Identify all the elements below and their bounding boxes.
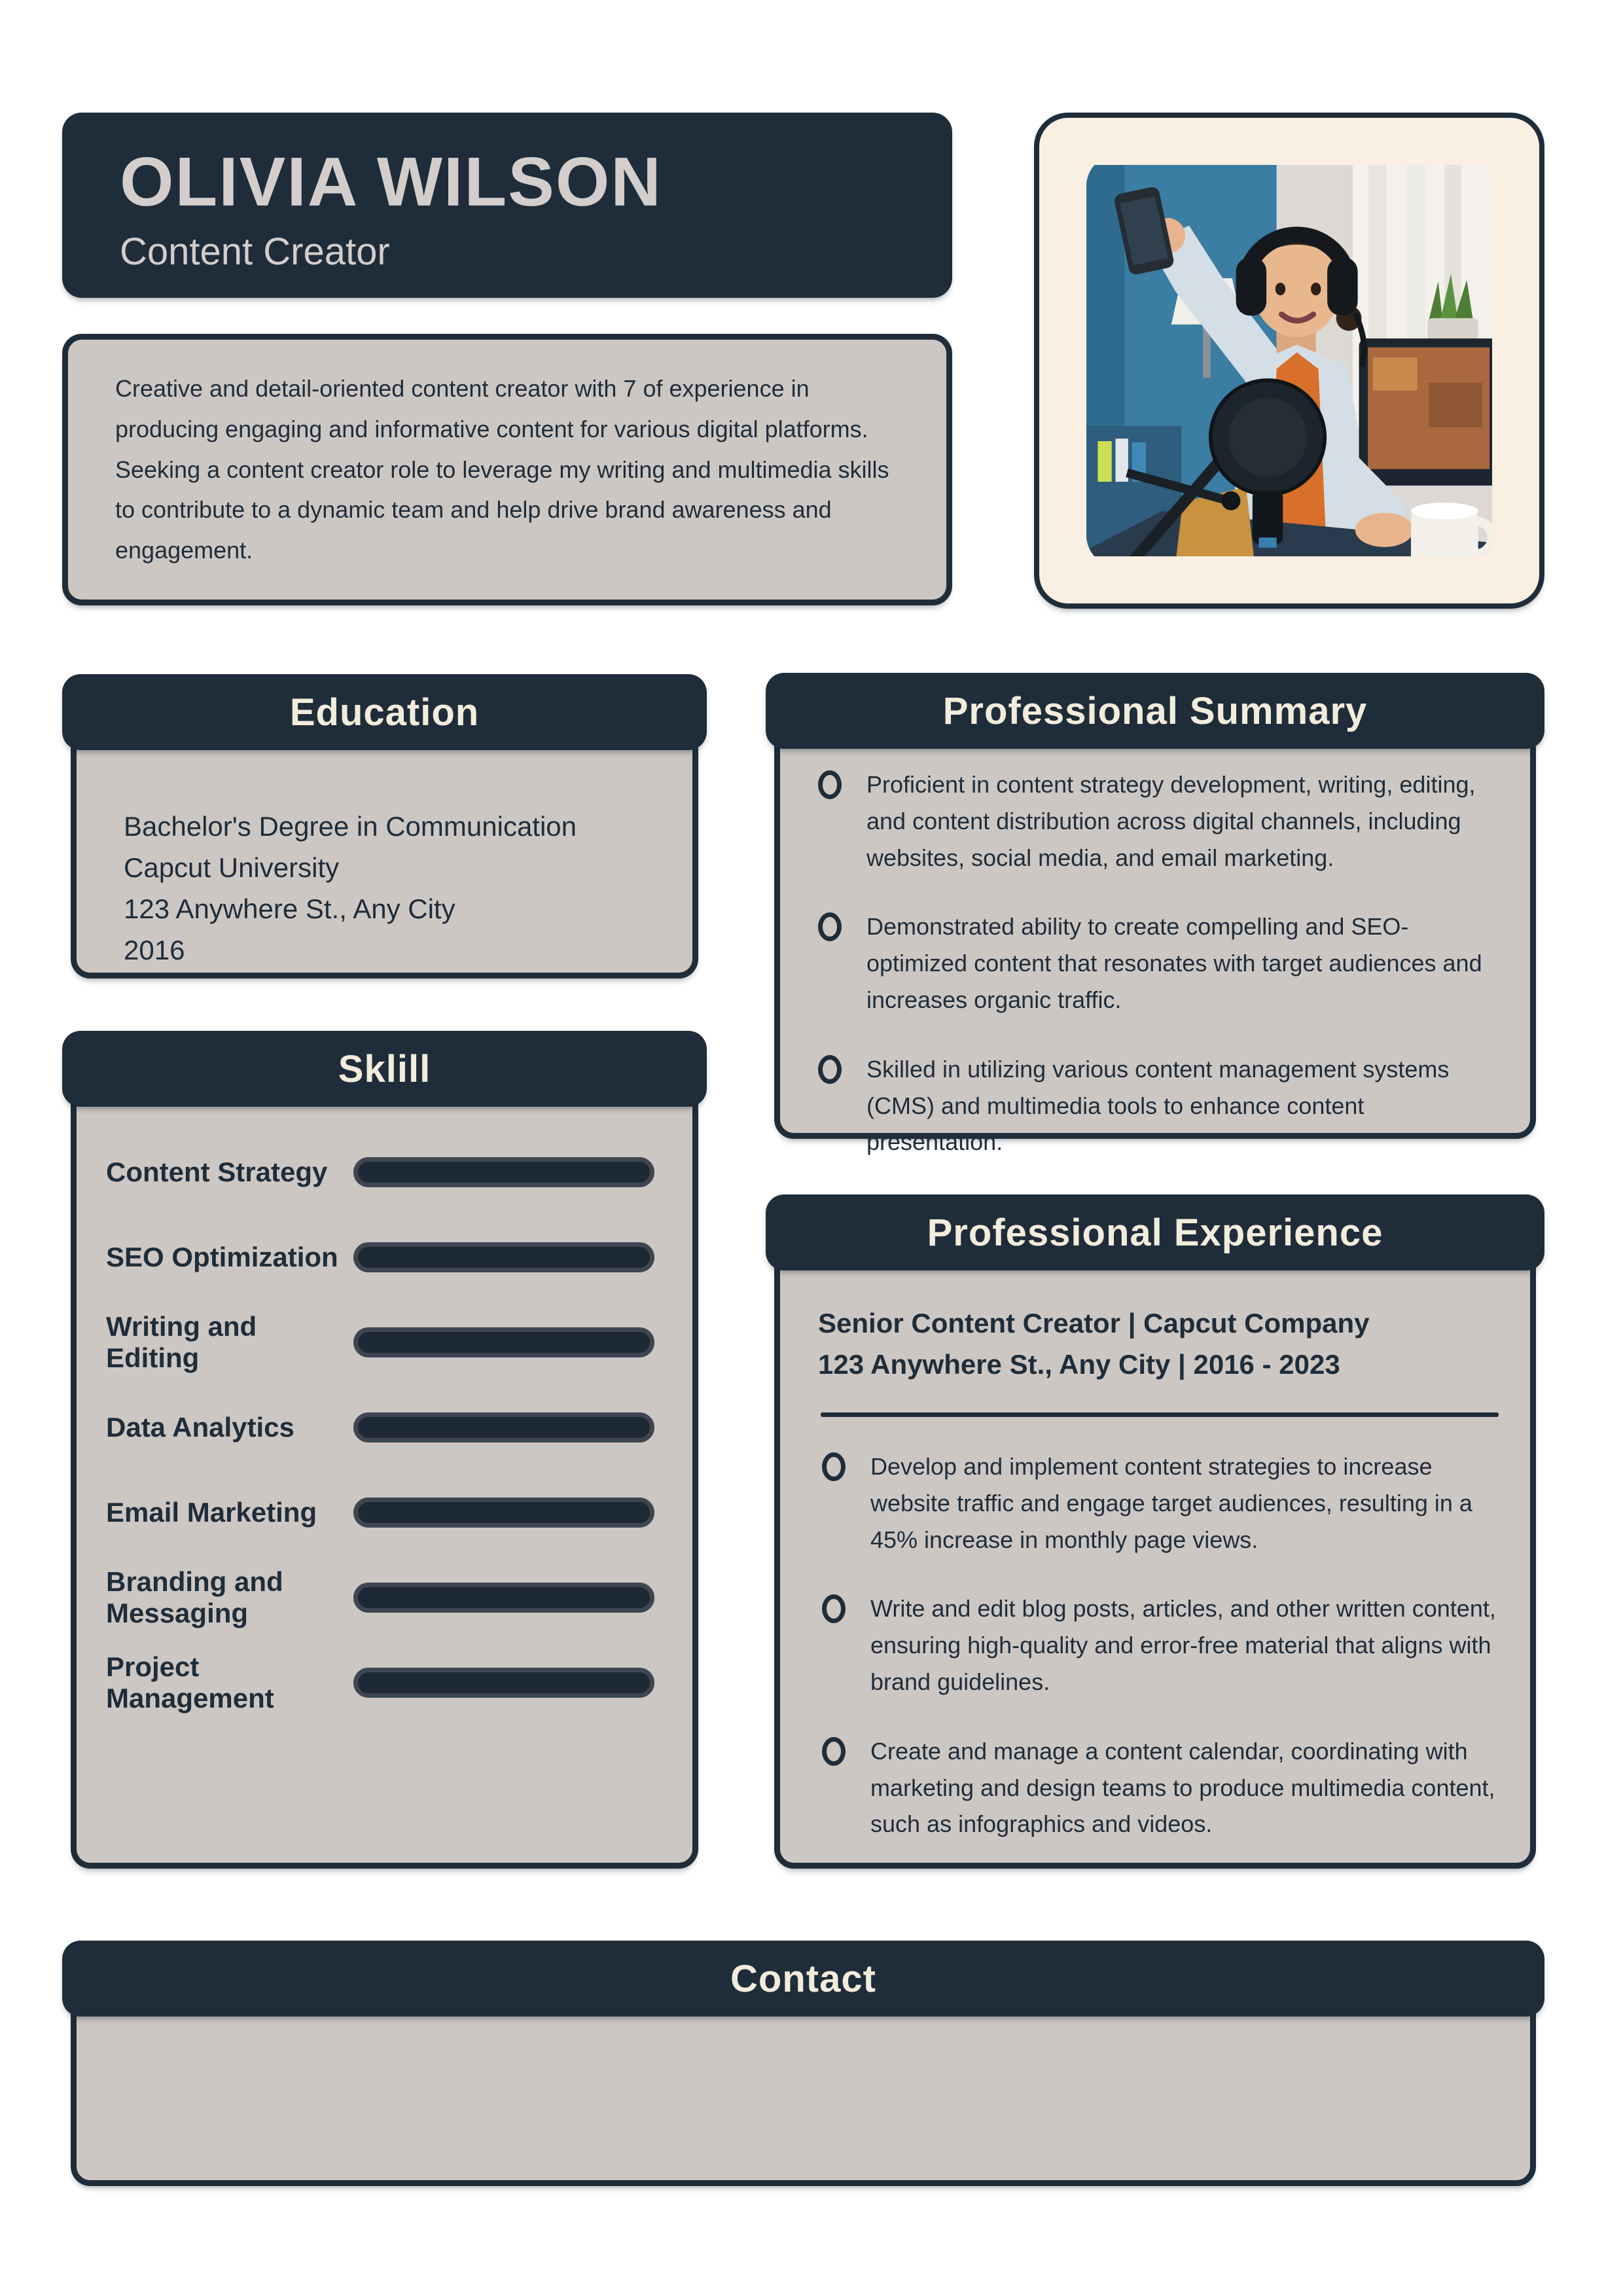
intro-summary-text: Creative and detail-oriented content creator with 7 of experience in producing engaging and informative content for various digital platforms. Seeking a content creator role to leverage my writing and multimedia skills to contribute to a dynamic team and help drive brand awareness and engagement. (115, 374, 889, 564)
experience-header (766, 1194, 1544, 1270)
skill-label: Email Marketing (106, 1497, 317, 1528)
experience-bullet-text: Develop and implement content strategies to increase website traffic and engage target audiences, resulting in a 45% increase in monthly page views. (870, 1453, 1472, 1553)
summary-bullet-text: Skilled in utilizing various content management systems (CMS) and multimedia tools to enhance content presentation. (866, 1055, 1450, 1156)
circle-bullet-icon (822, 1452, 846, 1481)
education-degree: Bachelor's Degree in Communication (124, 811, 577, 842)
contact-heading: Contact (730, 1957, 876, 2000)
profile-photo (1086, 165, 1492, 556)
divider (821, 1412, 1499, 1417)
summary-bullet-text: Demonstrated ability to create compelling and SEO-optimized content that resonates with target audiences and increases organic traffic. (866, 913, 1482, 1013)
experience-body (774, 1249, 1536, 1869)
skill-bar (353, 1668, 654, 1698)
contact-header (62, 1941, 1544, 2017)
skill-bar (353, 1583, 654, 1613)
skill-row (106, 1651, 654, 1713)
circle-bullet-icon (818, 770, 842, 799)
skills-heading: Sklill (338, 1047, 431, 1090)
skill-label: Writing and Editing (106, 1311, 257, 1373)
skill-bar (353, 1157, 654, 1187)
skill-row (106, 1242, 654, 1272)
skill-row (106, 1157, 654, 1187)
skill-row (106, 1566, 654, 1628)
education-heading: Education (289, 691, 480, 734)
experience-bullet (818, 1448, 1504, 1558)
contact-body (71, 1996, 1536, 2186)
skill-row (106, 1498, 654, 1528)
skills-body (71, 1086, 698, 1869)
education-section (62, 674, 707, 978)
skill-bar (353, 1242, 654, 1272)
professional-summary-section (766, 673, 1544, 1156)
education-school: Capcut University (124, 852, 340, 883)
summary-bullet (814, 1051, 1504, 1160)
education-address: 123 Anywhere St., Any City (124, 893, 455, 924)
experience-section (766, 1194, 1544, 1869)
name-banner (62, 113, 952, 298)
experience-role: Senior Content Creator | Capcut Company (818, 1308, 1370, 1338)
skill-label: Project Management (106, 1651, 274, 1713)
person-name: OLIVIA WILSON (120, 143, 662, 221)
skills-header (62, 1031, 707, 1107)
contact-section (62, 1941, 1544, 2186)
skills-section (62, 1031, 707, 1869)
intro-summary-box (62, 334, 952, 605)
skill-label: Branding and Messaging (106, 1566, 283, 1628)
skill-row (106, 1311, 654, 1373)
circle-bullet-icon (818, 1055, 842, 1084)
summary-bullet (814, 766, 1504, 876)
experience-bullet-text: Create and manage a content calendar, coordinating with marketing and design teams to produce multimedia content, such as infographics and videos. (870, 1737, 1495, 1838)
circle-bullet-icon (818, 912, 842, 941)
experience-heading: Professional Experience (927, 1211, 1383, 1254)
experience-bullet (818, 1733, 1504, 1842)
skill-bar (353, 1412, 654, 1443)
education-header (62, 674, 707, 750)
person-job-title: Content Creator (120, 230, 390, 273)
professional-summary-body (774, 728, 1536, 1156)
education-body (71, 729, 698, 978)
professional-summary-header (766, 673, 1544, 749)
summary-bullet (814, 908, 1504, 1018)
summary-bullet-text: Proficient in content strategy development, writing, editing, and content distribution across digital channels, including websites, social media, and email marketing. (866, 771, 1476, 871)
experience-bullet-text: Write and edit blog posts, articles, and other written content, ensuring high-quality and error-free material that aligns with brand guidelines. (870, 1595, 1496, 1695)
education-year: 2016 (124, 935, 185, 965)
skill-bar (353, 1327, 654, 1357)
profile-photo-frame (1034, 113, 1544, 609)
skill-label: Content Strategy (106, 1157, 328, 1187)
skill-label: SEO Optimization (106, 1242, 338, 1272)
experience-location-dates: 123 Anywhere St., Any City | 2016 - 2023 (818, 1349, 1340, 1380)
circle-bullet-icon (822, 1737, 846, 1766)
experience-bullet (818, 1590, 1504, 1700)
skill-bar (353, 1498, 654, 1528)
skill-label: Data Analytics (106, 1412, 294, 1443)
skill-row (106, 1412, 654, 1443)
professional-summary-heading: Professional Summary (942, 689, 1368, 732)
circle-bullet-icon (822, 1594, 846, 1623)
